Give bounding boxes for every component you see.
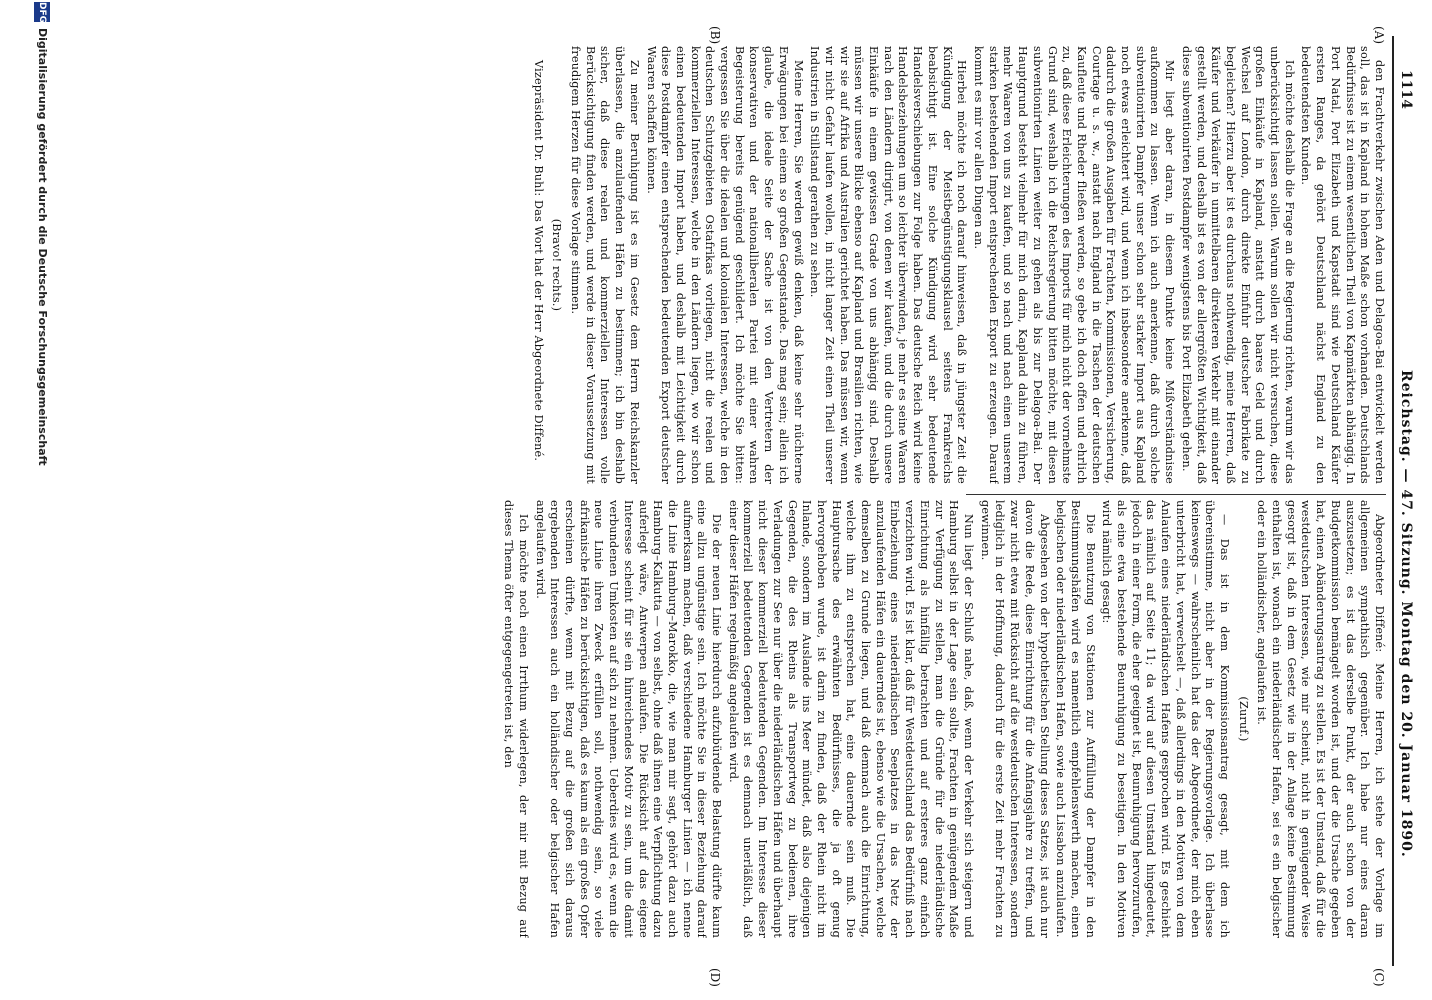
paragraph: Abgesehen von der hypothetischen Stellung dieses Satzes, ist auch nur davon die Rede, diese Einrichtung für die Anfangsjahre zu treffen, und zwar nicht etwa mit Rücksicht auf die westdeutschen Interessen, sondern lediglich in der Hoffnung, dadurch für die erste Zeit mehr Frachten zu gewinnen. [978,500,1051,938]
margin-marker-c: (C) [1372,968,1386,987]
column-separator [966,494,1386,495]
page-header [1396,40,1422,960]
paragraph: Meine Herren, Sie werden gewiß denken, daß keine sehr nüchterne Erwägungen bei einem so großen Gegenstande. Das mag sein; allein ich glaube, die ideale Seite der Sache ist von den Vertretern der konservativen und der nationalliberalen Partei mit einer wahren Begeisterung bereits genügend geschildert. Ich möchte Sie bitten: vergessen Sie über die idealen und kolonialen Interessen, welche in den deutschen Schutzgebieten Ostafrikas vorliegen, nicht die realen und kommerziellen Interessen, welche in den Ländern liegen, wo wir schon einen bedeutenden Import haben, und deshalb mit Leichtigkeit durch diese Postdampfer einen entsprechenden bedeutenden Export deutscher Waaren schaffen können. [644,46,805,484]
interjection-note: (Zuruf.) [1236,696,1250,742]
paragraph: Nun liegt der Schluß nahe, daß, wenn der Verkehr sich steigern und Hamburg selbst in der Lage sein sollte, Frachten in genügendem Maße zur Verfügung zu stellen, man die Gründe für die niederländische Einrichtung als hinfällig betrachten und auf ersteres ganz einfach verzichten wird. Es ist klar, daß für Westdeutschland das Bedürfniß nach Einbeziehung eines niederländischen Seeplatzes in das Netz der anzulaufenden Häfen ein dauerndes ist, ebenso wie die Ursachen, welche demselben zu Grunde liegen, und daß demnach auch die Einrichtung, welche ihm zu entsprechen hat, eine dauernde sein muß. Die Hauptursache des erwähnten Bedürfnisses, die ja oft genug hervorgehoben wurde, ist darin zu finden, daß der Rhein nicht im Inlande, sondern im Auslande ins Meer mündet, daß also diejenigen Gegenden, die des Rheins als Transportweg zu bedienen, ihre Verladungen zur See nur über die niederländischen Häfen und überhaupt nicht dieser kommerziell bedeutenden Gegenden. Im Interesse dieser kommerziell bedeutenden Gegenden ist es demnach unerläßlich, daß einer dieser Häfen regelmäßig angelaufen wird. [726,500,976,938]
paragraph: den Frachtverkehr zwischen Aden und Delagoa-Bai entwickelt werden soll, das ist in Kapland in hohem Maße schon vorhanden. Deutschlands Bedürfnisse ist zu einem wesentlichen Theil von Kapmärkten abhängig. In Port Natal, Port Elizabeth und Kapstadt sind wie Deutschland Käufer ersten Ranges, da gehört Deutschland nächst England zu den bedeutendsten Kunden. [1299,46,1386,484]
right-column [96,500,1386,938]
paragraph: Zu meiner Beruhigung ist es im Gesetz dem Herrn Reichskanzler überlassen, die anzulaufenden Häfen zu bestimmen; ich bin deshalb sicher, daß diese realen und kommerziellen Interessen volle Berücksichtigung finden werden, und werde in dieser Voraussetzung mit freudigem Herzen für diese Vorlage stimmen. [569,46,641,484]
page-title: Reichstag. — 47. Sitzung. Montag den 20. Januar 1890. [1398,370,1414,858]
paragraph: Abgeordneter Diffené: Meine Herren, ich stehe der Vorlage im allgemeinen sympathisch gegenüber. Ich habe nur eines daran auszusetzen; es ist das derselbe Punkt, der auch schon von der Budgetkommission bemängelt worden ist, und der die Ursache gegeben hat, einen Abänderungsantrag zu stellen. Es ist der Umstand, daß für die westdeutschen Interessen, wie mir scheint, nicht in genügender Weise gesorgt ist, daß in dem Gesetz wie in der Anlage keine Bestimmung enthalten ist, wonach ein niederländischer Hafen, sei es ein belgischer oder ein holländischer, angelaufen ist. [1255,500,1386,938]
footer-text: Digitalisierung gefördert durch die Deutsche Forschungsgemeinschaft [36,28,49,466]
page-number: 1114 [1398,70,1414,109]
header-rule [1392,36,1394,966]
quotation: Die Benutzung von Stationen zur Auffüllung der Dampfer in den Bestimmungshäfen wird es namentlich empfehlenswerth machen, einen belgischen oder niederländischen Hafen, sowie auch Lissabon anzulaufen. [1054,500,1097,938]
paragraph: — Das ist in dem Kommissionsantrag gesagt, mit dem ich übereinstimme, nicht aber in der Regierungsvorlage. Ich überlasse keineswegs — wahrscheinlich hat das der Abgeordnete, der mich eben unterbricht hat, verwechselt —, daß allerdings in den Motiven von dem Anlaufen eines niederländischen Hafens gesprochen wird. Es geschieht das nämlich auf Seite 11; da wird auf diesen Umstand hingedeutet, jedoch in einer Form, die eher geeignet ist, Beunruhigung hervorzurufen, als eine etwa bestehende Beunruhigung zu beseitigen. In den Motiven wird nämlich gesagt: [1100,500,1231,938]
paragraph: Ich möchte noch einen Irrthum widerlegen, der mir mit Bezug auf dieses Thema öfter entgegengetreten ist, den [502,500,530,938]
left-column [96,46,1386,484]
applause-note: (Bravo! rechts.) [550,218,564,312]
margin-marker-a: (A) [1372,26,1386,45]
margin-marker-b: (B) [708,26,722,45]
paragraph: Vizepräsident Dr. Buhl: Das Wort hat der Herr Abgeordnete Diffené. [531,60,545,462]
margin-marker-d: (D) [708,968,722,987]
paragraph: Die der neuen Linie hierdurch aufzubürdende Belastung dürfte kaum eine allzu ungünstige sein. Ich möchte Sie in dieser Beziehung darauf aufmerksam machen, daß verschiedene Hamburger Linien — ich nenne die Linie Hamburg–Marokko, die, wie man mir sagt, gehört dazu auch Hamburg–Kalkutta — von selbst, ohne daß ihnen eine Verpflichtung dazu auferlegt wäre, Antwerpen anlaufen. Die Rücksicht auf das eigene Interesse scheint für sie ein hinreichendes Motiv zu sein, um die damit verbundenen Umkosten auf sich zu nehmen. Ueberdies wird es, wenn die neue Linie ihren Zweck erfüllen soll, nothwendig sein, so viele afrikanische Häfen zu berücksichtigen, daß es kaum als ein großes Opfer erscheinen dürfte, wenn mit Bezug auf die großen sich daraus ergebenden Interessen auch ein holländischer oder belgischer Hafen angelaufen wird. [533,500,724,938]
paragraph: Mir liegt aber daran, in diesem Punkte keine Mißverständnisse aufkommen zu lassen. Wenn ich auch anerkenne, daß durch solche subventionirten Dampfer unser schon sehr starker Import aus Kapland noch etwas erleichtert wird, und wenn ich insbesondere anerkenne, daß dadurch die großen Ausgaben für Frachten, Kommissionen, Versicherung, Courtage u. s. w., anstatt nach England in die Taschen der deutschen Kaufleute und Rheder fließen werden, so gebe ich doch offen und ehrlich zu, daß diese Erleichterungen des Imports für mich nicht der vornehmste Grund sind, weshalb ich die Reichsregierung bitten möchte, mit diesen subventionirten Linien weiter zu gehen als bis zur Delagoa-Bai. Der Hauptgrund besteht vielmehr für mich darin, Kapland dahin zu führen, mehr Waaren von uns zu kaufen, und so nach und nach einen unserem starken bestehenden Import entsprechenden Export zu erzeugen. Darauf kommt es mir vor allen Dingen an. [972,46,1177,484]
digitization-footer [30,0,52,1000]
paragraph: Ich möchte deshalb die Frage an die Regierung richten, warum wir das unberücksichtigt lassen sollen. Warum sollen wir nicht versuchen, diese großen Einkäufe in Kapland, anstatt durch baares Geld und durch Wechsel auf London, durch direkte Einfuhr deutscher Fabrikate zu begleichen? Hierzu aber ist es durchaus nothwendig, meine Herren, daß Käufer und Verkäufer in unmittelbaren direkteren Verkehr mit einander gestellt werden, und deshalb ist es von der allergrößten Wichtigkeit, daß diese subventionirten Postdampfer wenigstens bis Port Elizabeth gehen. [1179,46,1296,484]
dfg-logo: DFG [34,2,50,22]
paragraph: Hierbei möchte ich noch darauf hinweisen, daß in jüngster Zeit die Kündigung der Meistbegünstigungsklausel seitens Frankreichs beabsichtigt ist. Eine solche Kündigung wird sehr bedeutende Handelsverschiebungen zur Folge haben. Das deutsche Reich wird keine Handelsbeziehungen um so leichter überwinden, je mehr es seine Waaren nach den Ländern dirigirt, von denen wir kaufen, und die durch unsere Einkäufe in einem gewissen Grade von uns abhängig sind. Deshalb müssen wir unsere Blicke ebenso auf Kapland und Brasilien richten, wie wir sie auf Afrika und Australien gerichtet haben. Das müssen wir, wenn wir nicht Gefahr laufen wollen, in nicht langer Zeit einen Theil unserer Industrien in Stillstand gerathen zu sehen. [808,46,969,484]
